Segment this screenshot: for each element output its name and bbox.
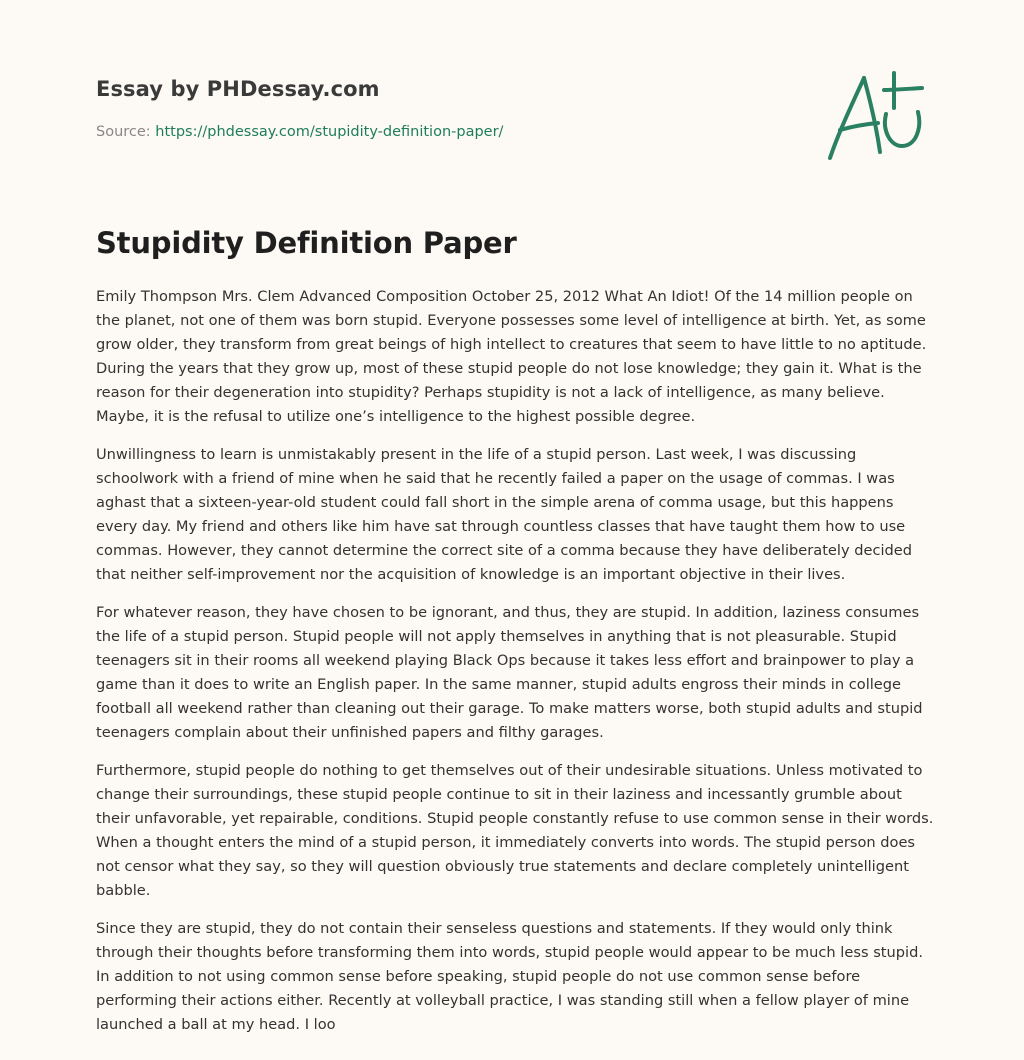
essay-title: Stupidity Definition Paper xyxy=(96,226,517,260)
essay-paragraph: Unwillingness to learn is unmistakably present in the life of a stupid person. Last week, I was discussing schoolwork with a friend of mine when he said that he recently failed a paper on the usage of commas. I was aghast that a sixteen-year-old student could fall short in the simple arena of comma usage, but this happens every day. My friend and others like him have sat through countless classes that have taught them how to use commas. However, they cannot determine the correct site of a comma because they have deliberately decided that neither self-improvement nor the acquisition of knowledge is an important objective in their lives. xyxy=(96,446,913,583)
site-brand: Essay by PHDessay.com xyxy=(96,77,380,101)
essay-paragraph: Since they are stupid, they do not contain their senseless questions and statements. If they would only think through their thoughts before transforming them into words, stupid people would appear to be much less stupid. In addition to not using common sense before speaking, stupid people do not use common sense before performing their actions either. Recently at volleyball practice, I was standing still when a fellow player of mine launched a ball at my head. I loo xyxy=(96,920,923,1033)
source-link[interactable]: https://phdessay.com/stupidity-definition-paper/ xyxy=(155,124,504,140)
essay-paragraph: Emily Thompson Mrs. Clem Advanced Composition October 25, 2012 What An Idiot! Of the 14 million people on the planet, not one of them was born stupid. Everyone possesses some level of intelligence at birth. Yet, as some grow older, they transform from great beings of high intellect to creatures that seem to have little to no aptitude. During the years that they grow up, most of these stupid people do not lose knowledge; they gain it. What is the reason for their degeneration into stupidity? Perhaps stupidity is not a lack of intelligence, as many believe. Maybe, it is the refusal to utilize one’s intelligence to the highest possible degree. xyxy=(96,288,927,425)
a-plus-logo-icon xyxy=(826,68,926,164)
essay-body xyxy=(96,285,934,1051)
essay-paragraph: Furthermore, stupid people do nothing to get themselves out of their undesirable situations. Unless motivated to change their surroundings, these stupid people continue to sit in their laziness and incessantly grumble about their unfavorable, yet repairable, conditions. Stupid people constantly refuse to use common sense in their words. When a thought enters the mind of a stupid person, it immediately converts into words. The stupid person does not censor what they say, so they will question obviously true statements and declare completely unintelligent babble. xyxy=(96,762,934,899)
source-label: Source: xyxy=(96,124,151,140)
essay-paragraph: For whatever reason, they have chosen to be ignorant, and thus, they are stupid. In addition, laziness consumes the life of a stupid person. Stupid people will not apply themselves in anything that is not pleasurable. Stupid teenagers sit in their rooms all weekend playing Black Ops because it takes less effort and brainpower to play a game than it does to write an English paper. In the same manner, stupid adults engross their minds in college football all weekend rather than cleaning out their garage. To make matters worse, both stupid adults and stupid teenagers complain about their unfinished papers and filthy garages. xyxy=(96,604,923,741)
source-line xyxy=(96,124,503,140)
